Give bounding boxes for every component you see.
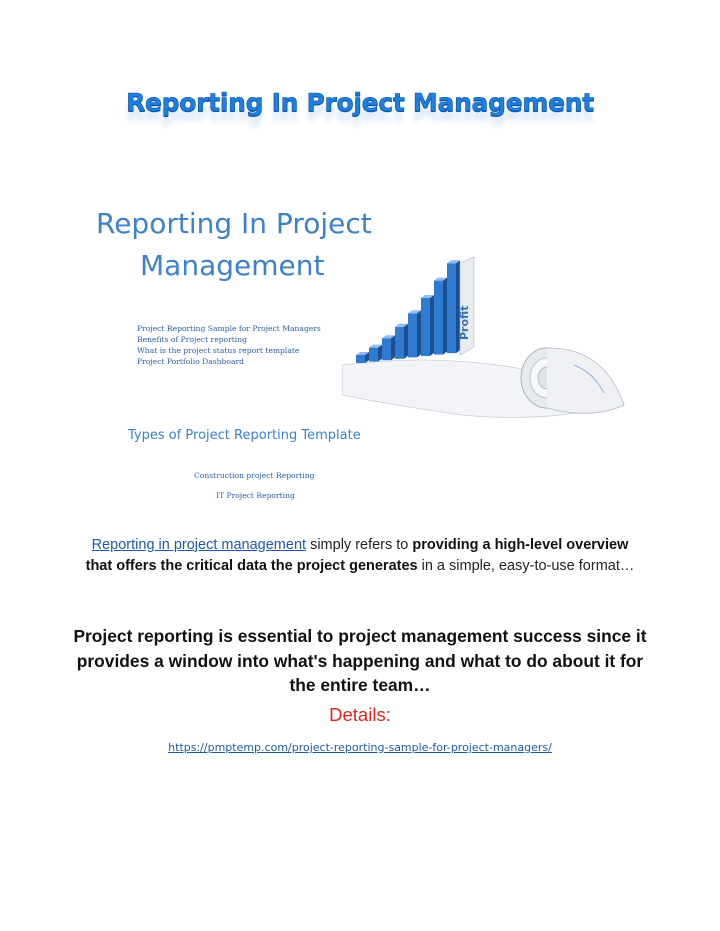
- hero-bullet-list: [137, 323, 321, 367]
- profit-label-panel: [458, 257, 474, 355]
- intro-text-end: in a simple, easy-to-use format…: [417, 557, 635, 574]
- document-title: Reporting In Project Management: [126, 88, 594, 117]
- profit-bar: [369, 348, 378, 362]
- intro-text: simply refers to: [306, 537, 413, 553]
- profit-bars: [356, 260, 460, 363]
- details-label: Details:: [329, 704, 391, 725]
- intro-link[interactable]: Reporting in project management: [91, 537, 307, 553]
- intro-bold-text: providing a high-level overview that offers the critical data the project generates: [85, 537, 629, 574]
- details-link[interactable]: https://pmptemp.com/project-reporting-sample-for-project-managers/: [168, 741, 552, 754]
- profit-bar: [408, 313, 417, 357]
- hero-sub-list: [194, 466, 315, 506]
- profit-label: Profit: [458, 305, 471, 340]
- hero-title-line2: Management: [140, 249, 325, 282]
- hero-image: [92, 195, 627, 515]
- hero-sub-item: IT Project Reporting: [216, 491, 295, 500]
- profit-bar: [356, 355, 365, 363]
- hero-bullet: Project Reporting Sample for Project Managers: [137, 324, 321, 333]
- profit-bar: [434, 281, 443, 355]
- profit-bar-side: [443, 278, 447, 355]
- profit-bar-side: [430, 295, 434, 356]
- paper-roll-icon: [521, 348, 624, 413]
- profit-bar-side: [404, 324, 408, 359]
- profit-bar-side: [417, 310, 421, 357]
- profit-bar: [395, 327, 404, 359]
- profit-bar-side: [391, 335, 395, 360]
- intro-paragraph: [80, 535, 640, 576]
- profit-bar: [421, 298, 430, 356]
- hero-bullet: What is the project status report template: [137, 346, 300, 355]
- hero-title-line1: Reporting In Project: [96, 207, 372, 240]
- hero-bullet: Benefits of Project reporting: [137, 335, 247, 344]
- profit-bar: [447, 263, 456, 353]
- hero-sub-item: Construction project Reporting: [194, 471, 315, 480]
- hero-subheading: Types of Project Reporting Template: [128, 428, 361, 443]
- lead-paragraph: Project reporting is essential to project management success since it provides a window into what's happening and what to do about it for the entire team…: [73, 626, 647, 695]
- profit-bar: [382, 338, 391, 360]
- profit-chart-illustration: [342, 255, 627, 430]
- hero-bullet: Project Portfolio Dashboard: [137, 357, 245, 366]
